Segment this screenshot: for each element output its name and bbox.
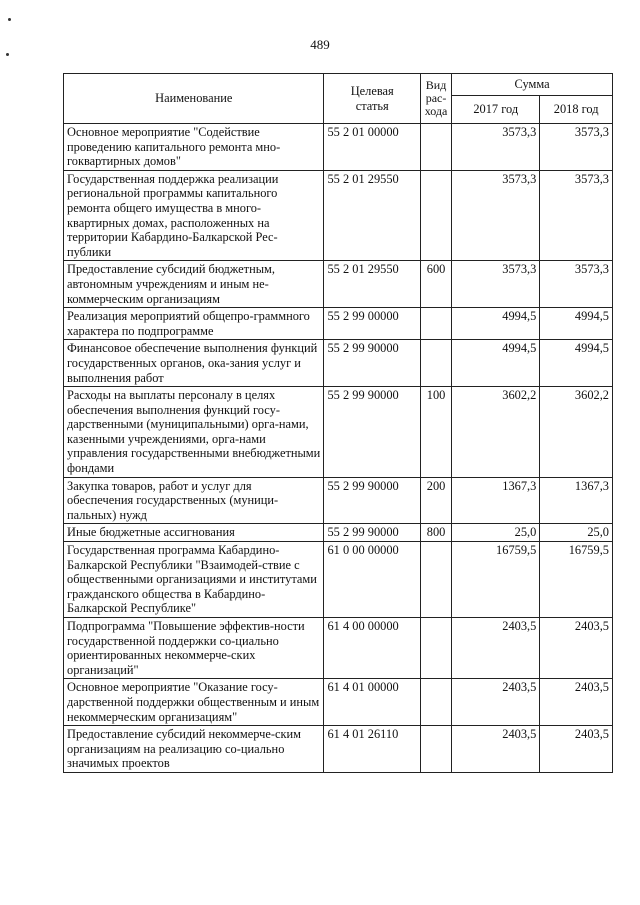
table-row [64,679,613,726]
row-value-2017: 2403,5 [452,726,540,773]
header-vid: Вид рас-хода [421,74,452,124]
row-value-2017: 2403,5 [452,679,540,726]
page-number: 489 [310,37,330,52]
table-row [64,124,613,171]
row-vid [421,170,452,261]
row-value-2017: 3573,3 [452,170,540,261]
header-name: Наименование [64,74,324,124]
row-value-2017: 25,0 [452,524,540,542]
row-value-2018: 1367,3 [540,477,613,524]
row-name: Закупка товаров, работ и услуг для обеспечения государственных (муници-пальных) нужд [64,477,324,524]
table-row [64,261,613,308]
row-value-2018: 3573,3 [540,124,613,171]
row-value-2018: 3573,3 [540,261,613,308]
row-name: Расходы на выплаты персоналу в целях обеспечения выполнения функций госу-дарственными (муниципальными) орга-нами, казенными учреждениями, орга-нами управления государственными внебюджетными фондами [64,387,324,478]
table-body [64,124,613,773]
row-vid [421,726,452,773]
row-name: Государственная программа Кабардино-Балкарской Республики "Взаимодей-ствие с общественными организациями и институтами гражданского общества в Кабардино-Балкарской Республике" [64,542,324,618]
row-vid: 600 [421,261,452,308]
row-code: 61 0 00 00000 [324,542,421,618]
row-vid [421,618,452,679]
row-code: 61 4 01 00000 [324,679,421,726]
row-value-2017: 3573,3 [452,261,540,308]
row-code: 55 2 99 90000 [324,477,421,524]
row-name: Предоставление субсидий некоммерче-ским организациям на реализацию со-циально значимых проектов [64,726,324,773]
table-row [64,477,613,524]
row-vid [421,340,452,387]
row-vid: 100 [421,387,452,478]
row-value-2018: 3602,2 [540,387,613,478]
row-value-2018: 4994,5 [540,340,613,387]
row-code: 55 2 01 29550 [324,170,421,261]
row-code: 55 2 01 00000 [324,124,421,171]
row-name: Предоставление субсидий бюджетным, автономным учреждениям и иным не-коммерческим организациям [64,261,324,308]
row-vid [421,124,452,171]
row-name: Реализация мероприятий общепро-граммного характера по подпрограмме [64,308,324,340]
scan-speck [8,18,11,21]
table-row [64,726,613,773]
table-row [64,170,613,261]
row-value-2017: 2403,5 [452,618,540,679]
row-code: 55 2 99 90000 [324,524,421,542]
row-value-2018: 2403,5 [540,679,613,726]
header-code: Целевая статья [324,74,421,124]
table-header [64,74,613,124]
row-code: 61 4 01 26110 [324,726,421,773]
row-value-2018: 16759,5 [540,542,613,618]
row-vid [421,679,452,726]
row-name: Подпрограмма "Повышение эффектив-ности государственной поддержки со-циально ориентированных некоммерче-ских организаций" [64,618,324,679]
row-value-2017: 1367,3 [452,477,540,524]
row-value-2018: 2403,5 [540,726,613,773]
header-year-2018: 2018 год [540,96,613,124]
row-value-2017: 3602,2 [452,387,540,478]
table-row [64,524,613,542]
table-row [64,387,613,478]
row-code: 55 2 01 29550 [324,261,421,308]
row-name: Основное мероприятие "Содействие проведению капитального ремонта мно-гоквартирных домов" [64,124,324,171]
row-vid [421,308,452,340]
row-value-2018: 25,0 [540,524,613,542]
row-vid [421,542,452,618]
row-value-2018: 2403,5 [540,618,613,679]
row-code: 55 2 99 90000 [324,340,421,387]
row-value-2017: 3573,3 [452,124,540,171]
table-row [64,340,613,387]
row-name: Основное мероприятие "Оказание госу-дарственной поддержки общественным и иным некоммерческим организациям" [64,679,324,726]
row-vid: 800 [421,524,452,542]
row-code: 55 2 99 90000 [324,387,421,478]
budget-table [63,73,613,773]
row-code: 55 2 99 00000 [324,308,421,340]
table-row [64,542,613,618]
row-name: Иные бюджетные ассигнования [64,524,324,542]
header-sum: Сумма [452,74,613,96]
header-year-2017: 2017 год [452,96,540,124]
scan-speck [6,53,9,56]
row-value-2018: 3573,3 [540,170,613,261]
row-value-2017: 4994,5 [452,308,540,340]
row-name: Финансовое обеспечение выполнения функций государственных органов, ока-зания услуг и выполнения работ [64,340,324,387]
row-value-2017: 16759,5 [452,542,540,618]
row-name: Государственная поддержка реализации региональной программы капитального ремонта общего имущества в много-квартирных домах, расположенных на территории Кабардино-Балкарской Рес-публики [64,170,324,261]
table-row [64,618,613,679]
row-value-2017: 4994,5 [452,340,540,387]
row-vid: 200 [421,477,452,524]
row-value-2018: 4994,5 [540,308,613,340]
row-code: 61 4 00 00000 [324,618,421,679]
table-row [64,308,613,340]
